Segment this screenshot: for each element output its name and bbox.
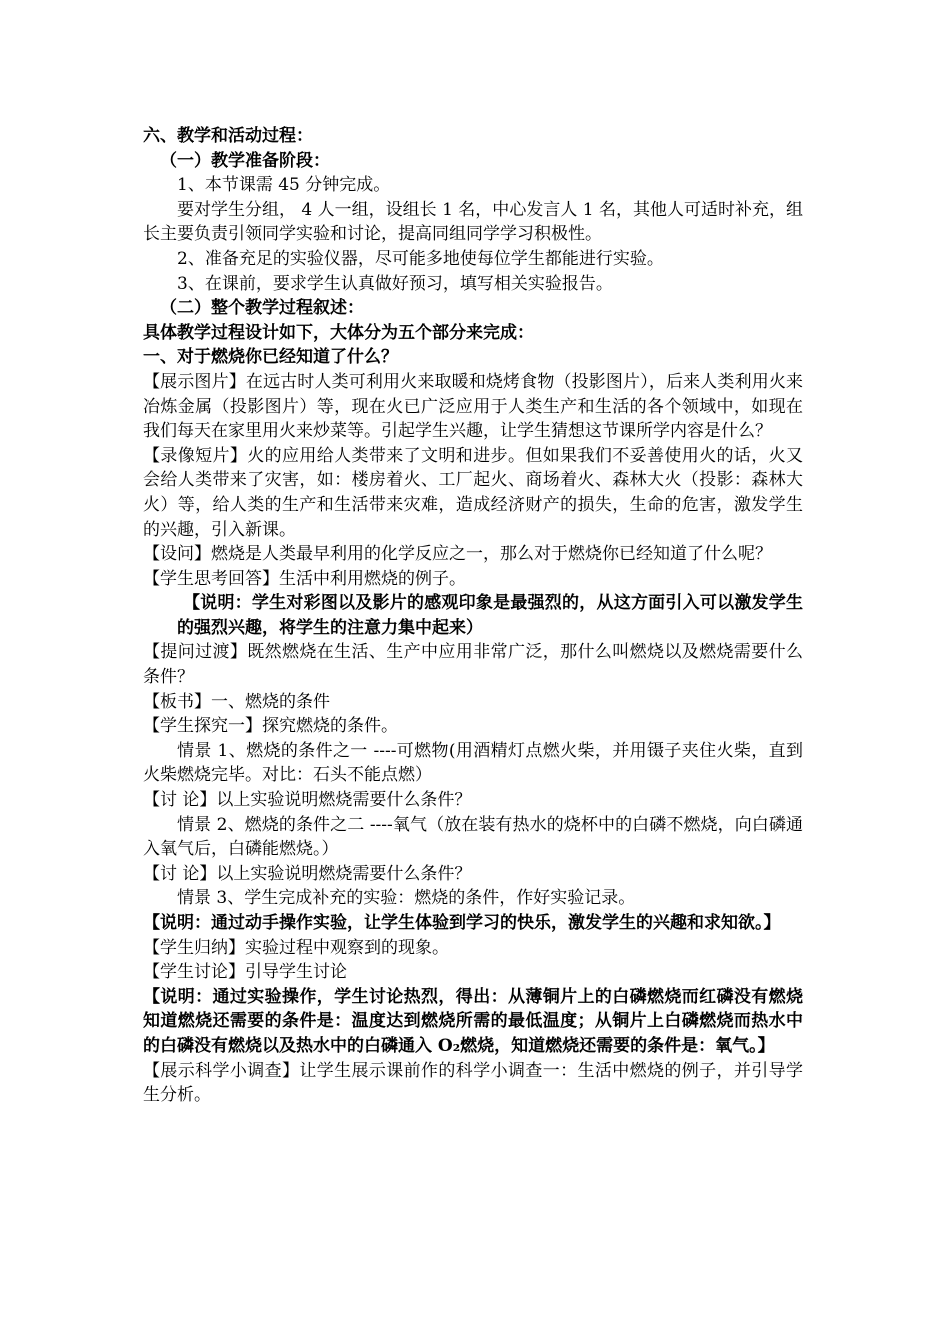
subsection-heading: （一）教学准备阶段： (160, 150, 330, 171)
paragraph: 情景 2、燃烧的条件之二 ----氧气（放在装有热水的烧杯中的白磷不燃烧，向白磷通入氧气后，白磷能燃烧。） (143, 814, 803, 860)
paragraph: 3、在课前，要求学生认真做好预习，填写相关实验报告。 (177, 273, 613, 294)
paragraph: 【展示图片】在远古时人类可利用火来取暖和烧烤食物（投影图片），后来人类利用火来冶炼金属（投影图片）等，现在火已广泛应用于人类生产和生活的各个领域中，如现在我们每天在家里用火来炒菜等。引起学生兴趣，让学生猜想这节课所学内容是什么？ (143, 371, 803, 442)
paragraph: 情景 1、燃烧的条件之一 ----可燃物(用酒精灯点燃火柴，并用镊子夹住火柴，直到火柴燃烧完毕。对比：石头不能点燃） (143, 740, 803, 786)
paragraph: 【学生讨论】引导学生讨论 (143, 962, 347, 983)
subsection-heading: （二）整个教学过程叙述： (160, 298, 364, 319)
paragraph: 【设问】燃烧是人类最早利用的化学反应之一，那么对于燃烧你已经知道了什么呢？ (143, 544, 772, 565)
document-page (143, 124, 803, 1108)
paragraph: 【学生探究一】探究燃烧的条件。 (143, 716, 398, 737)
paragraph: 1、本节课需 45 分钟完成。 (177, 175, 391, 196)
note-paragraph: 【说明：通过动手操作实验，让学生体验到学习的快乐，激发学生的兴趣和求知欲。】 (143, 913, 781, 933)
paragraph: 【展示科学小调查】让学生展示课前作的科学小调查一：生活中燃烧的例子，并引导学生分析。 (143, 1060, 803, 1106)
paragraph: 【录像短片】火的应用给人类带来了文明和进步。但如果我们不妥善使用火的话，火又会给人类带来了灾害，如：楼房着火、工厂起火、商场着火、森林大火（投影：森林大火）等，给人类的生产和生活带来灾难，造成经济财产的损失，生命的危害，激发学生的兴趣，引入新课。 (143, 445, 803, 540)
paragraph: 【学生归纳】实验过程中观察到的现象。 (143, 937, 449, 958)
paragraph: 情景 3、学生完成补充的实验：燃烧的条件，作好实验记录。 (177, 888, 636, 909)
paragraph: 【板书】一、燃烧的条件 (143, 691, 330, 712)
paragraph: 【提问过渡】既然燃烧在生活、生产中应用非常广泛，那什么叫燃烧以及燃烧需要什么条件？ (143, 642, 803, 688)
section-heading: 六、教学和活动过程： (143, 126, 313, 146)
bold-paragraph: 具体教学过程设计如下，大体分为五个部分来完成： (143, 322, 534, 343)
paragraph: 【讨 论】以上实验说明燃烧需要什么条件？ (143, 790, 472, 811)
paragraph: 2、准备充足的实验仪器，尽可能多地使每位学生都能进行实验。 (177, 248, 664, 269)
note-paragraph: 【说明：通过实验操作，学生讨论热烈，得出：从薄铜片上的白磷燃烧而红磷没有燃烧知道燃烧还需要的条件是：温度达到燃烧所需的最低温度；从铜片上白磷燃烧而热水中的白磷没有燃烧以及热水中的白磷通入 O₂燃烧，知道燃烧还需要的条件是：氧气。】 (143, 986, 803, 1056)
paragraph: 【讨 论】以上实验说明燃烧需要什么条件？ (143, 863, 472, 884)
note-paragraph: 【说明：学生对彩图以及影片的感观印象是最强烈的，从这方面引入可以激发学生的强烈兴趣，将学生的注意力集中起来） (177, 593, 803, 638)
paragraph: 【学生思考回答】生活中利用燃烧的例子。 (143, 568, 466, 589)
paragraph: 要对学生分组， 4 人一组，设组长 1 名，中心发言人 1 名，其他人可适时补充，组长主要负责引领同学实验和讨论，提高同组同学学习积极性。 (143, 199, 803, 245)
part-heading: 一、对于燃烧你已经知道了什么？ (143, 347, 398, 368)
